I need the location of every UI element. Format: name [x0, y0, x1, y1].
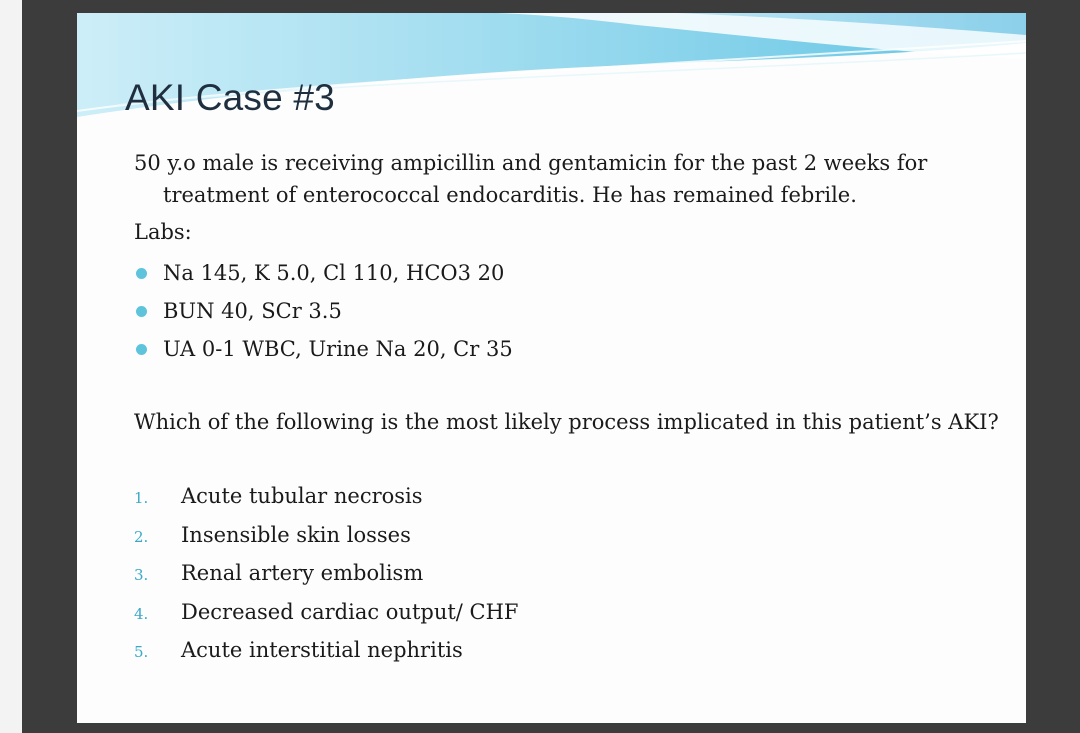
bullet-dot-icon: [136, 344, 147, 355]
labs-label: Labs:: [134, 220, 192, 244]
list-item: [134, 593, 519, 632]
lab-text: UA 0-1 WBC, Urine Na 20, Cr 35: [163, 337, 513, 361]
option-text: Insensible skin losses: [181, 522, 411, 547]
list-item: [134, 477, 519, 516]
option-text: Acute interstitial nephritis: [181, 638, 463, 662]
option-number: 5.: [134, 643, 149, 661]
question-text: Which of the following is the most likely process implicated in this patient’s AKI?: [134, 410, 999, 434]
slide-title: AKI Case #3: [125, 77, 335, 118]
lab-text: Na 145, K 5.0, Cl 110, HCO3 20: [163, 261, 505, 285]
case-description: 50 y.o male is receiving ampicillin and gentamicin for the past 2 weeks for treatment of enterococcal endocarditis. He has remained febrile.: [134, 151, 928, 207]
answer-options: [134, 477, 519, 670]
labs-list: [134, 254, 513, 368]
option-text: Renal artery embolism: [181, 561, 424, 585]
option-number: 4.: [134, 604, 149, 623]
list-item: [134, 631, 519, 670]
option-number: 1.: [134, 489, 149, 507]
option-text: Decreased cardiac output/ CHF: [181, 599, 519, 624]
slide: [77, 13, 1026, 723]
list-item: [134, 554, 519, 593]
lab-text: BUN 40, SCr 3.5: [163, 299, 342, 323]
list-item: [134, 292, 513, 330]
bullet-dot-icon: [136, 306, 147, 317]
option-number: 3.: [134, 566, 149, 584]
list-item: [134, 254, 513, 292]
option-number: 2.: [134, 527, 149, 546]
list-item: [134, 516, 519, 555]
list-item: [134, 330, 513, 368]
option-text: Acute tubular necrosis: [181, 484, 423, 508]
bullet-dot-icon: [136, 268, 147, 279]
